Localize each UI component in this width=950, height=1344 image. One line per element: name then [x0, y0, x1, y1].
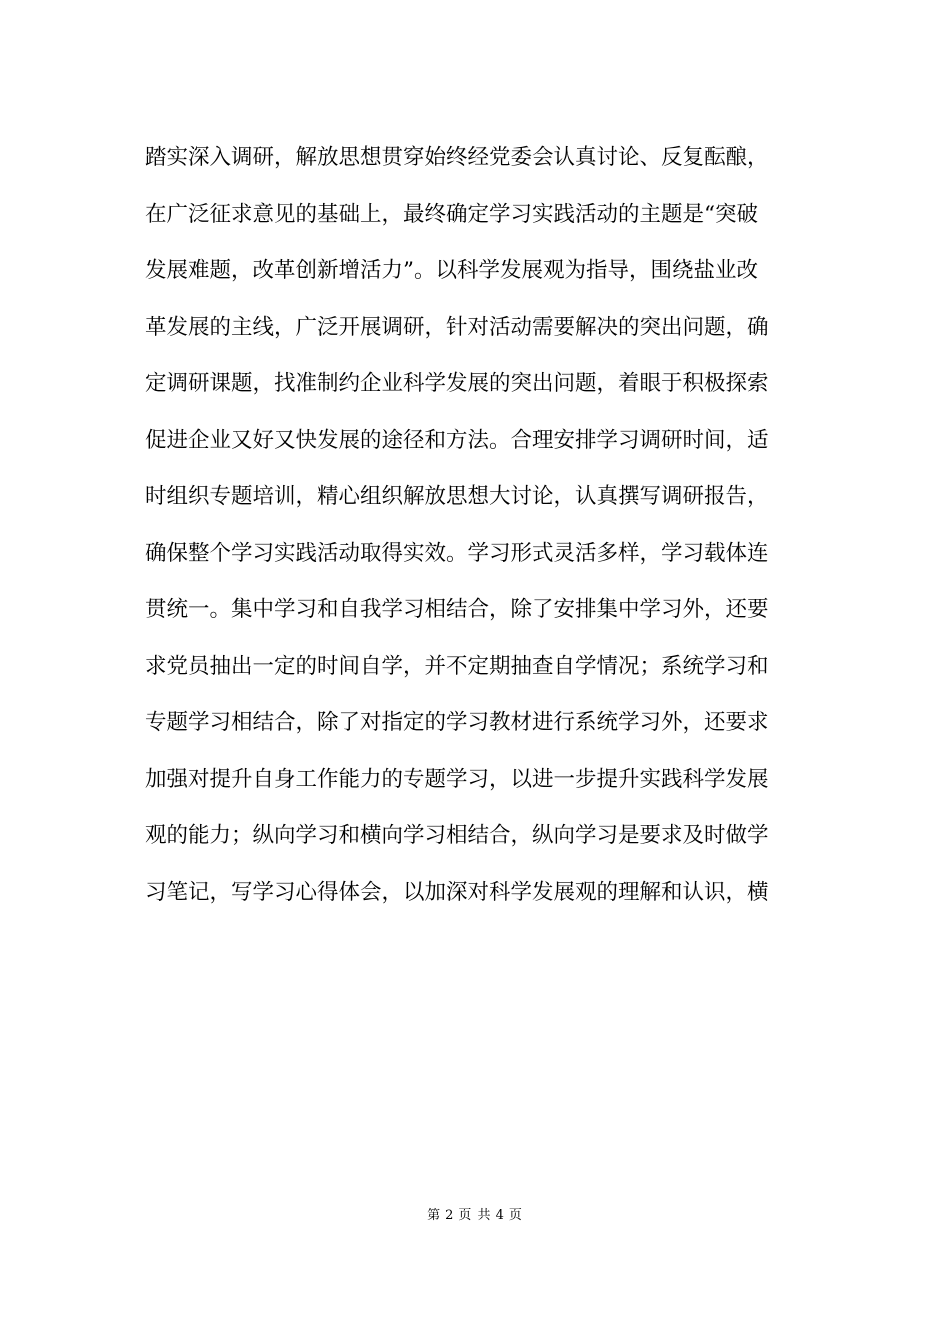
text-line: 确保整个学习实践活动取得实效。学习形式灵活多样，学习载体连 — [145, 540, 769, 566]
footer-suffix: 页 — [508, 1208, 523, 1223]
text-line: 踏实深入调研，解放思想贯穿始终经党委会认真讨论、反复酝酿， — [145, 145, 769, 170]
text-line: 求党员抽出一定的时间自学，并不定期抽查自学情况；系统学习和 — [145, 653, 769, 679]
text-line: 习笔记，写学习心得体会，以加深对科学发展观的理解和认识，横 — [145, 879, 769, 905]
text-line: 发展难题，改革创新增活力”。以科学发展观为指导，围绕盐业改 — [145, 258, 758, 283]
text-line: 促进企业又好又快发展的途径和方法。合理安排学习调研时间，适 — [145, 427, 769, 453]
page-number-footer — [0, 1207, 950, 1225]
current-page-number: 2 — [445, 1208, 455, 1223]
text-line: 革发展的主线，广泛开展调研，针对活动需要解决的突出问题，确 — [145, 314, 769, 340]
text-line: 定调研课题，找准制约企业科学发展的突出问题，着眼于积极探索 — [145, 371, 769, 396]
text-line: 专题学习相结合，除了对指定的学习教材进行系统学习外，还要求 — [145, 710, 769, 735]
footer-prefix: 第 — [427, 1208, 442, 1223]
text-line: 加强对提升自身工作能力的专题学习，以进一步提升实践科学发展 — [145, 766, 769, 792]
text-line: 贯统一。集中学习和自我学习相结合，除了安排集中学习外，还要 — [145, 597, 769, 622]
footer-mid: 页 共 — [458, 1208, 492, 1223]
text-line: 观的能力；纵向学习和横向学习相结合，纵向学习是要求及时做学 — [145, 823, 769, 848]
total-page-count: 4 — [495, 1208, 505, 1223]
text-line: 时组织专题培训，精心组织解放思想大讨论，认真撰写调研报告， — [145, 484, 769, 509]
text-line: 在广泛征求意见的基础上，最终确定学习实践活动的主题是“突破 — [145, 201, 758, 227]
body-text — [145, 138, 815, 929]
